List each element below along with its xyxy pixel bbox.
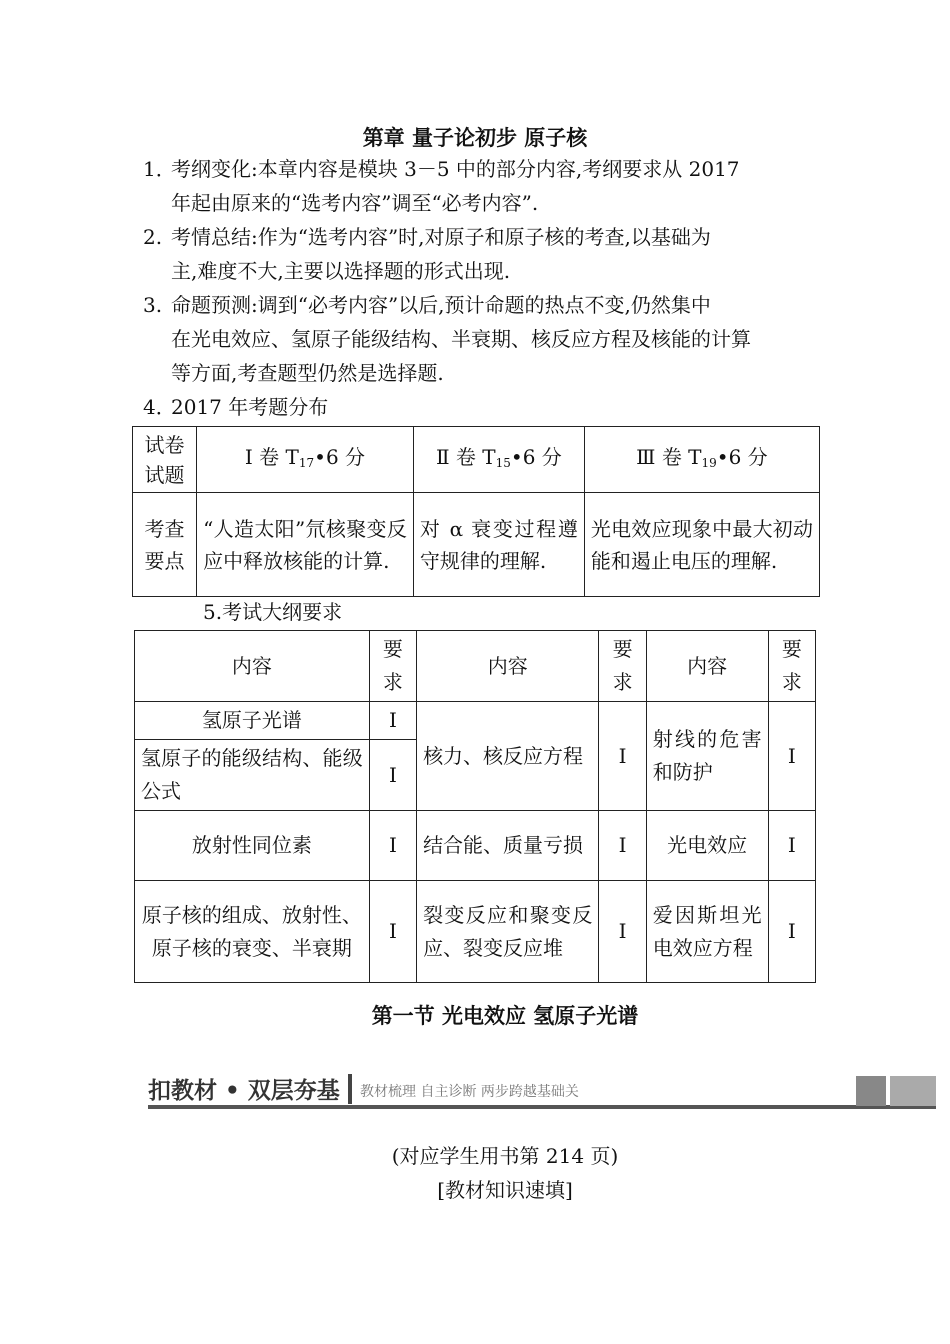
item-text: 考情总结:作为“选考内容”时,对原子和原子核的考查,以基础为 <box>171 225 711 249</box>
table-cell: Ⅰ <box>768 881 815 983</box>
table-cell: 核力、核反应方程 <box>417 702 599 811</box>
table-header: 要求 <box>599 631 646 702</box>
table-cell: 放射性同位素 <box>135 811 370 881</box>
table-header: 要求 <box>369 631 416 702</box>
table-cell: 结合能、质量亏损 <box>417 811 599 881</box>
table-cell: 试卷试题 <box>133 427 197 493</box>
table-cell: Ⅰ 卷 $T_{17}•6$ 分 <box>197 427 414 493</box>
item-text: 命题预测:调到“必考内容”以后,预计命题的热点不变,仍然集中 <box>171 293 711 317</box>
table-header: 内容 <box>646 631 768 702</box>
table-header: 内容 <box>417 631 599 702</box>
table-cell: 氢原子光谱 <box>135 702 370 740</box>
item-number: 2. <box>143 225 163 249</box>
table-cell: 光电效应现象中最大初动能和遏止电压的理解. <box>584 493 819 597</box>
table-cell: 氢原子的能级结构、能级公式 <box>135 740 370 811</box>
table-cell: Ⅲ 卷 $T_{19}•6$ 分 <box>584 427 819 493</box>
table-row <box>135 811 816 881</box>
item-text-cont: 年起由原来的“选考内容”调至“必考内容”. <box>171 191 539 215</box>
item-number: 4． <box>143 395 176 419</box>
item-1 <box>143 152 823 220</box>
chapter-title: 第章 量子论初步 原子核 <box>362 126 588 150</box>
table-row <box>133 493 820 597</box>
banner-rule <box>148 1105 936 1109</box>
item-4 <box>143 390 823 424</box>
table-cell: Ⅰ <box>599 702 646 811</box>
table-cell: 考查要点 <box>133 493 197 597</box>
item-text-cont: 在光电效应、氢原子能级结构、半衰期、核反应方程及核能的计算 <box>171 327 751 351</box>
table-cell: Ⅰ <box>369 881 416 983</box>
table-cell: Ⅰ <box>599 811 646 881</box>
table-row <box>135 702 816 740</box>
table-cell: 光电效应 <box>646 811 768 881</box>
banner-block <box>856 1076 886 1106</box>
exam-distribution-table <box>132 426 820 597</box>
item-number: 3. <box>143 293 163 317</box>
table-row <box>135 881 816 983</box>
banner-divider <box>348 1074 352 1104</box>
syllabus-table <box>134 630 816 983</box>
banner-title: 扣教材 • 双层夯基 <box>148 1078 340 1104</box>
table-header: 内容 <box>135 631 370 702</box>
table-cell: Ⅰ <box>369 702 416 740</box>
table-cell: Ⅰ <box>369 740 416 811</box>
section-title: 第一节 光电效应 氢原子光谱 <box>371 1004 639 1028</box>
table-cell: 射线的危害和防护 <box>646 702 768 811</box>
table-cell: Ⅰ <box>369 811 416 881</box>
banner-subtitle: 教材梳理 自主诊断 两步跨越基础关 <box>360 1084 579 1100</box>
section-banner <box>148 1072 936 1110</box>
banner-block <box>890 1076 936 1106</box>
table-cell: Ⅰ <box>768 811 815 881</box>
page-reference: (对应学生用书第 214 页) <box>391 1144 619 1168</box>
item-number: 1． <box>143 157 176 181</box>
table-cell: Ⅰ <box>599 881 646 983</box>
table-header: 要求 <box>768 631 815 702</box>
item-3 <box>143 288 823 390</box>
table-cell: 裂变反应和聚变反应、裂变反应堆 <box>417 881 599 983</box>
table-cell: 爱因斯坦光电效应方程 <box>646 881 768 983</box>
item-text: 2017 年考题分布 <box>171 395 329 419</box>
item-text-cont: 等方面,考查题型仍然是选择题. <box>171 361 444 385</box>
syllabus-heading: 5.考试大纲要求 <box>203 600 343 624</box>
table-cell: 原子核的组成、放射性、原子核的衰变、半衰期 <box>135 881 370 983</box>
subheading: [教材知识速填] <box>437 1178 573 1202</box>
table-cell: Ⅱ 卷 $T_{15}•6$ 分 <box>413 427 584 493</box>
item-2 <box>143 220 823 288</box>
item-text-cont: 主,难度不大,主要以选择题的形式出现. <box>171 259 511 283</box>
table-cell: Ⅰ <box>768 702 815 811</box>
table-row <box>133 427 820 493</box>
table-cell: 对 α 衰变过程遵守规律的理解. <box>413 493 584 597</box>
item-text: 考纲变化:本章内容是模块 3－5 中的部分内容,考纲要求从 2017 <box>171 157 740 181</box>
table-row <box>135 631 816 702</box>
table-cell: “人造太阳”氘核聚变反应中释放核能的计算. <box>197 493 414 597</box>
